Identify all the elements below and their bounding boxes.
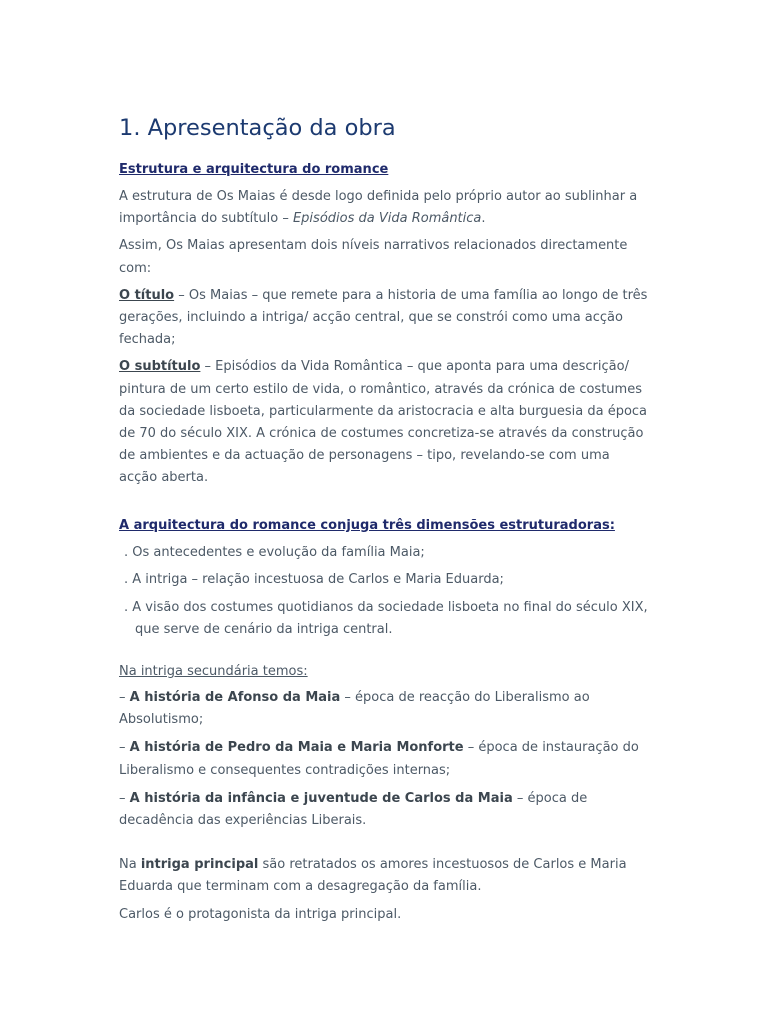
paragraph-text: – época de instauração do Liberalismo e consequentes contradições internas; bbox=[119, 740, 639, 778]
paragraph-text: Na bbox=[119, 857, 141, 873]
paragraph-text: são retratados os amores incestuosos de Carlos e Maria Eduarda que terminam com a desagregação da família. bbox=[119, 857, 627, 895]
plot-strand-title: A história de Pedro da Maia e Maria Monforte bbox=[129, 740, 464, 756]
list-item: . A visão dos costumes quotidianos da sociedade lisboeta no final do século XIX, que serve de cenário da intriga central. bbox=[124, 600, 648, 638]
paragraph-text: A estrutura de Os Maias é desde logo definida pelo próprio autor ao sublinhar a importância do subtítulo – bbox=[119, 189, 638, 227]
paragraph-text: – Episódios da Vida Romântica – que aponta para uma descrição/ pintura de um certo estilo de vida, o romântico, através da crónica de costumes da sociedade lisboeta, particularmente da aristocracia e alta burguesia da época de 70 do século XIX. A crónica de costumes concretiza-se através da construção de ambientes e da actuação de personagens – tipo, revelando-se com uma acção aberta. bbox=[119, 359, 648, 486]
secondary-plot-item bbox=[119, 788, 649, 832]
secondary-plot-item bbox=[119, 737, 649, 781]
subtitle-emphasis: Episódios da Vida Romântica bbox=[292, 211, 482, 227]
spacer bbox=[119, 495, 649, 517]
section-heading-structure: Estrutura e arquitectura do romance bbox=[119, 162, 389, 177]
term-subtitle: O subtítulo bbox=[119, 359, 201, 375]
plot-strand-title: A história de Afonso da Maia bbox=[129, 689, 341, 705]
paragraph-main-plot bbox=[119, 854, 649, 898]
paragraph-protagonist: Carlos é o protagonista da intriga principal. bbox=[119, 906, 402, 922]
secondary-plot-item bbox=[119, 687, 649, 731]
paragraph-end: . bbox=[481, 211, 486, 227]
paragraph-narrative-levels: Assim, Os Maias apresentam dois níveis narrativos relacionados directamente com: bbox=[119, 238, 628, 276]
term-main-plot: intriga principal bbox=[140, 857, 259, 873]
paragraph-subtitle-level bbox=[119, 356, 649, 489]
dimensions-list bbox=[119, 542, 649, 642]
dash: – bbox=[119, 689, 130, 705]
dash: – bbox=[119, 740, 130, 756]
list-item: . Os antecedentes e evolução da família Maia; bbox=[124, 544, 425, 560]
section-heading-secondary-plot: Na intriga secundária temos: bbox=[119, 663, 308, 679]
paragraph-title-level bbox=[119, 285, 649, 352]
list-item: . A intriga – relação incestuosa de Carlos e Maria Eduarda; bbox=[124, 572, 504, 588]
spacer bbox=[119, 647, 649, 663]
term-title: O título bbox=[119, 287, 175, 303]
paragraph-text: – Os Maias – que remete para a historia de uma família ao longo de três gerações, incluindo a intriga/ acção central, que se constrói como uma acção fechada; bbox=[119, 287, 648, 348]
plot-strand-title: A história da infância e juventude de Carlos da Maia bbox=[129, 790, 513, 806]
section-heading-architecture: A arquitectura do romance conjuga três dimensões estruturadoras: bbox=[119, 517, 615, 533]
paragraph-text: – época de decadência das experiências Liberais. bbox=[119, 790, 588, 828]
dash: – bbox=[119, 790, 130, 806]
spacer bbox=[119, 838, 649, 854]
paragraph-text: – época de reacção do Liberalismo ao Absolutismo; bbox=[119, 689, 590, 728]
document-page bbox=[119, 112, 649, 931]
paragraph-structure-intro bbox=[119, 186, 649, 230]
page-title: 1. Apresentação da obra bbox=[119, 115, 396, 141]
